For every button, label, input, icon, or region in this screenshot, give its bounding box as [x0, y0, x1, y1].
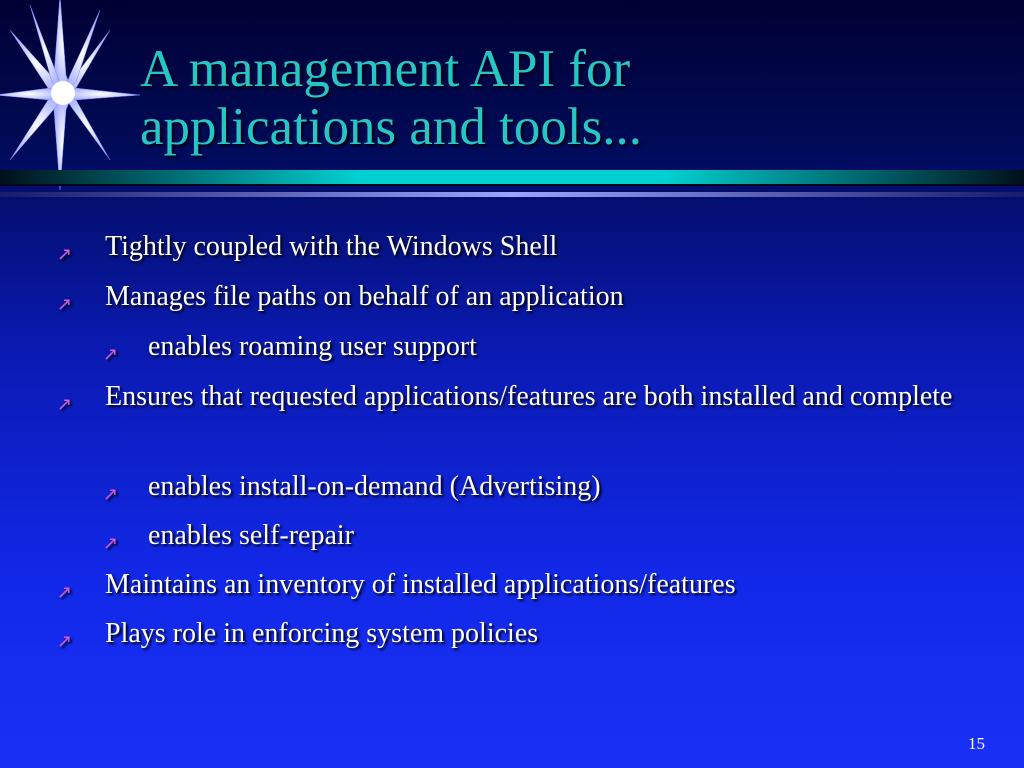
arrow-bullet-icon: ↗ — [57, 582, 73, 603]
title-line-2: applications and tools... — [140, 98, 642, 156]
bullet-item — [57, 614, 985, 654]
arrow-bullet-icon: ↗ — [57, 294, 73, 315]
arrow-bullet-icon: ↗ — [57, 244, 73, 265]
bullet-text: enables self-repair — [148, 520, 354, 551]
sub-bullet-item — [103, 467, 988, 507]
title-divider — [0, 170, 1024, 198]
bullet-text: Ensures that requested applications/features are both installed and complete — [105, 381, 953, 412]
bullet-text: Manages file paths on behalf of an application — [105, 281, 624, 312]
title-line-1: A management API for — [140, 40, 631, 98]
bullet-text: enables install-on-demand (Advertising) — [148, 471, 601, 502]
bullet-text: Tightly coupled with the Windows Shell — [105, 231, 558, 262]
bullet-item — [57, 227, 985, 267]
bullet-item — [57, 277, 985, 317]
arrow-bullet-icon: ↗ — [57, 631, 73, 652]
starburst-icon — [0, 0, 140, 190]
slide-title — [140, 40, 1000, 156]
bullet-item — [57, 377, 985, 417]
arrow-bullet-icon: ↗ — [103, 344, 119, 365]
sub-bullet-item — [103, 327, 988, 367]
arrow-bullet-icon: ↗ — [103, 533, 119, 554]
page-number: 15 — [968, 734, 985, 753]
bullet-item — [57, 565, 985, 605]
sub-bullet-item — [103, 516, 988, 556]
arrow-bullet-icon: ↗ — [57, 394, 73, 415]
bullet-text: enables roaming user support — [148, 331, 477, 362]
bullet-text: Maintains an inventory of installed applications/features — [105, 569, 736, 600]
arrow-bullet-icon: ↗ — [103, 484, 119, 505]
bullet-text: Plays role in enforcing system policies — [105, 618, 539, 649]
